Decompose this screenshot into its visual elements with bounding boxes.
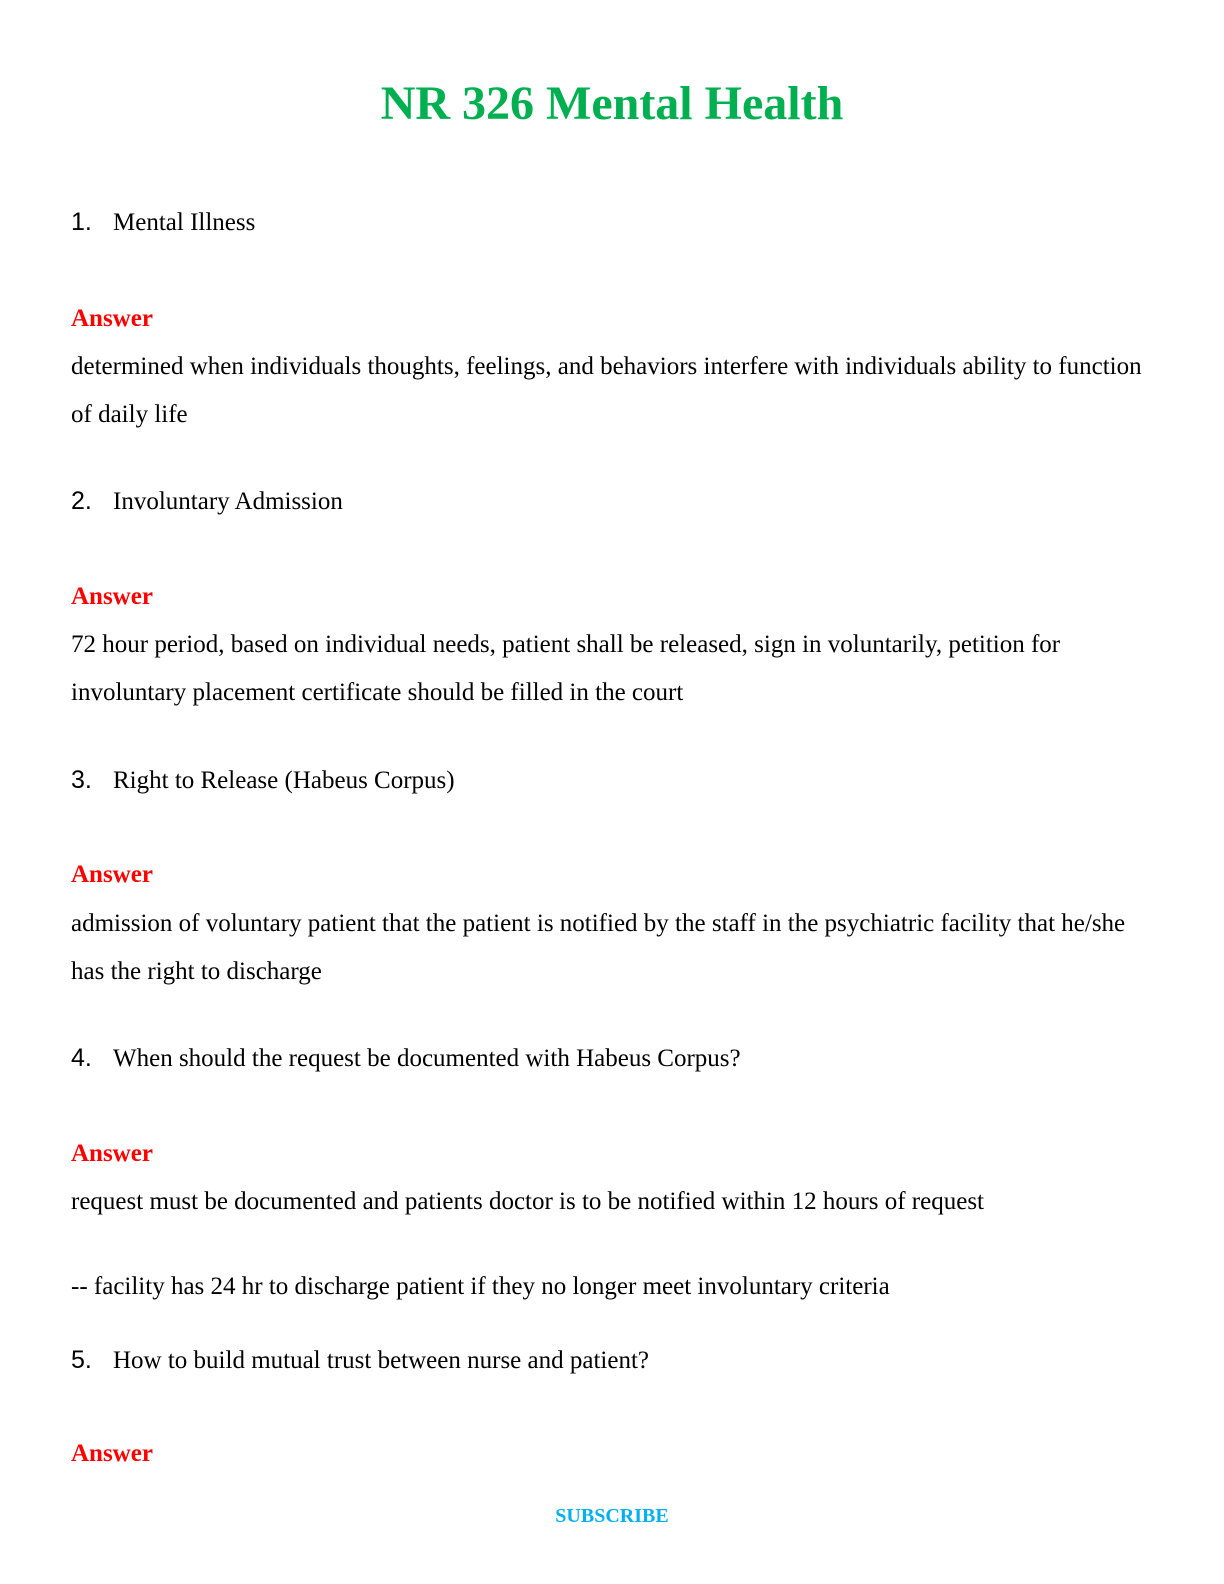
question-text: How to build mutual trust between nurse and patient? <box>113 1347 649 1374</box>
answer-text: request must be documented and patients doctor is to be notified within 12 hours of request <box>71 1188 985 1215</box>
answer-note: -- facility has 24 hr to discharge patient if they no longer meet involuntary criteria <box>71 1273 890 1300</box>
answer-text: admission of voluntary patient that the patient is notified by the staff in the psychiatric facility that he/she has the right to discharge <box>71 910 1126 985</box>
question-3 <box>71 763 455 798</box>
answer-label: Answer <box>71 583 153 610</box>
answer-label: Answer <box>71 1140 153 1167</box>
answer-text: determined when individuals thoughts, feelings, and behaviors interfere with individuals ability to function of daily life <box>71 353 1142 428</box>
answer-label: Answer <box>71 1440 153 1467</box>
question-5 <box>71 1343 649 1378</box>
question-number: 2. <box>71 487 92 515</box>
subscribe-link[interactable]: SUBSCRIBE <box>555 1505 669 1527</box>
answer-text: 72 hour period, based on individual needs, patient shall be released, sign in voluntarily, petition for involuntary placement certificate should be filled in the court <box>71 631 1061 706</box>
question-number: 4. <box>71 1044 92 1072</box>
question-text: Right to Release (Habeus Corpus) <box>113 767 455 794</box>
question-text: Mental Illness <box>113 209 256 236</box>
question-1 <box>71 205 255 240</box>
question-text: Involuntary Admission <box>113 488 343 515</box>
question-number: 5. <box>71 1346 92 1374</box>
question-4 <box>71 1041 741 1076</box>
question-text: When should the request be documented with Habeus Corpus? <box>113 1045 741 1072</box>
answer-label: Answer <box>71 861 153 888</box>
question-2 <box>71 484 343 519</box>
answer-label: Answer <box>71 305 153 332</box>
question-number: 1. <box>71 208 92 236</box>
document-title: NR 326 Mental Health <box>380 77 844 130</box>
question-number: 3. <box>71 766 92 794</box>
